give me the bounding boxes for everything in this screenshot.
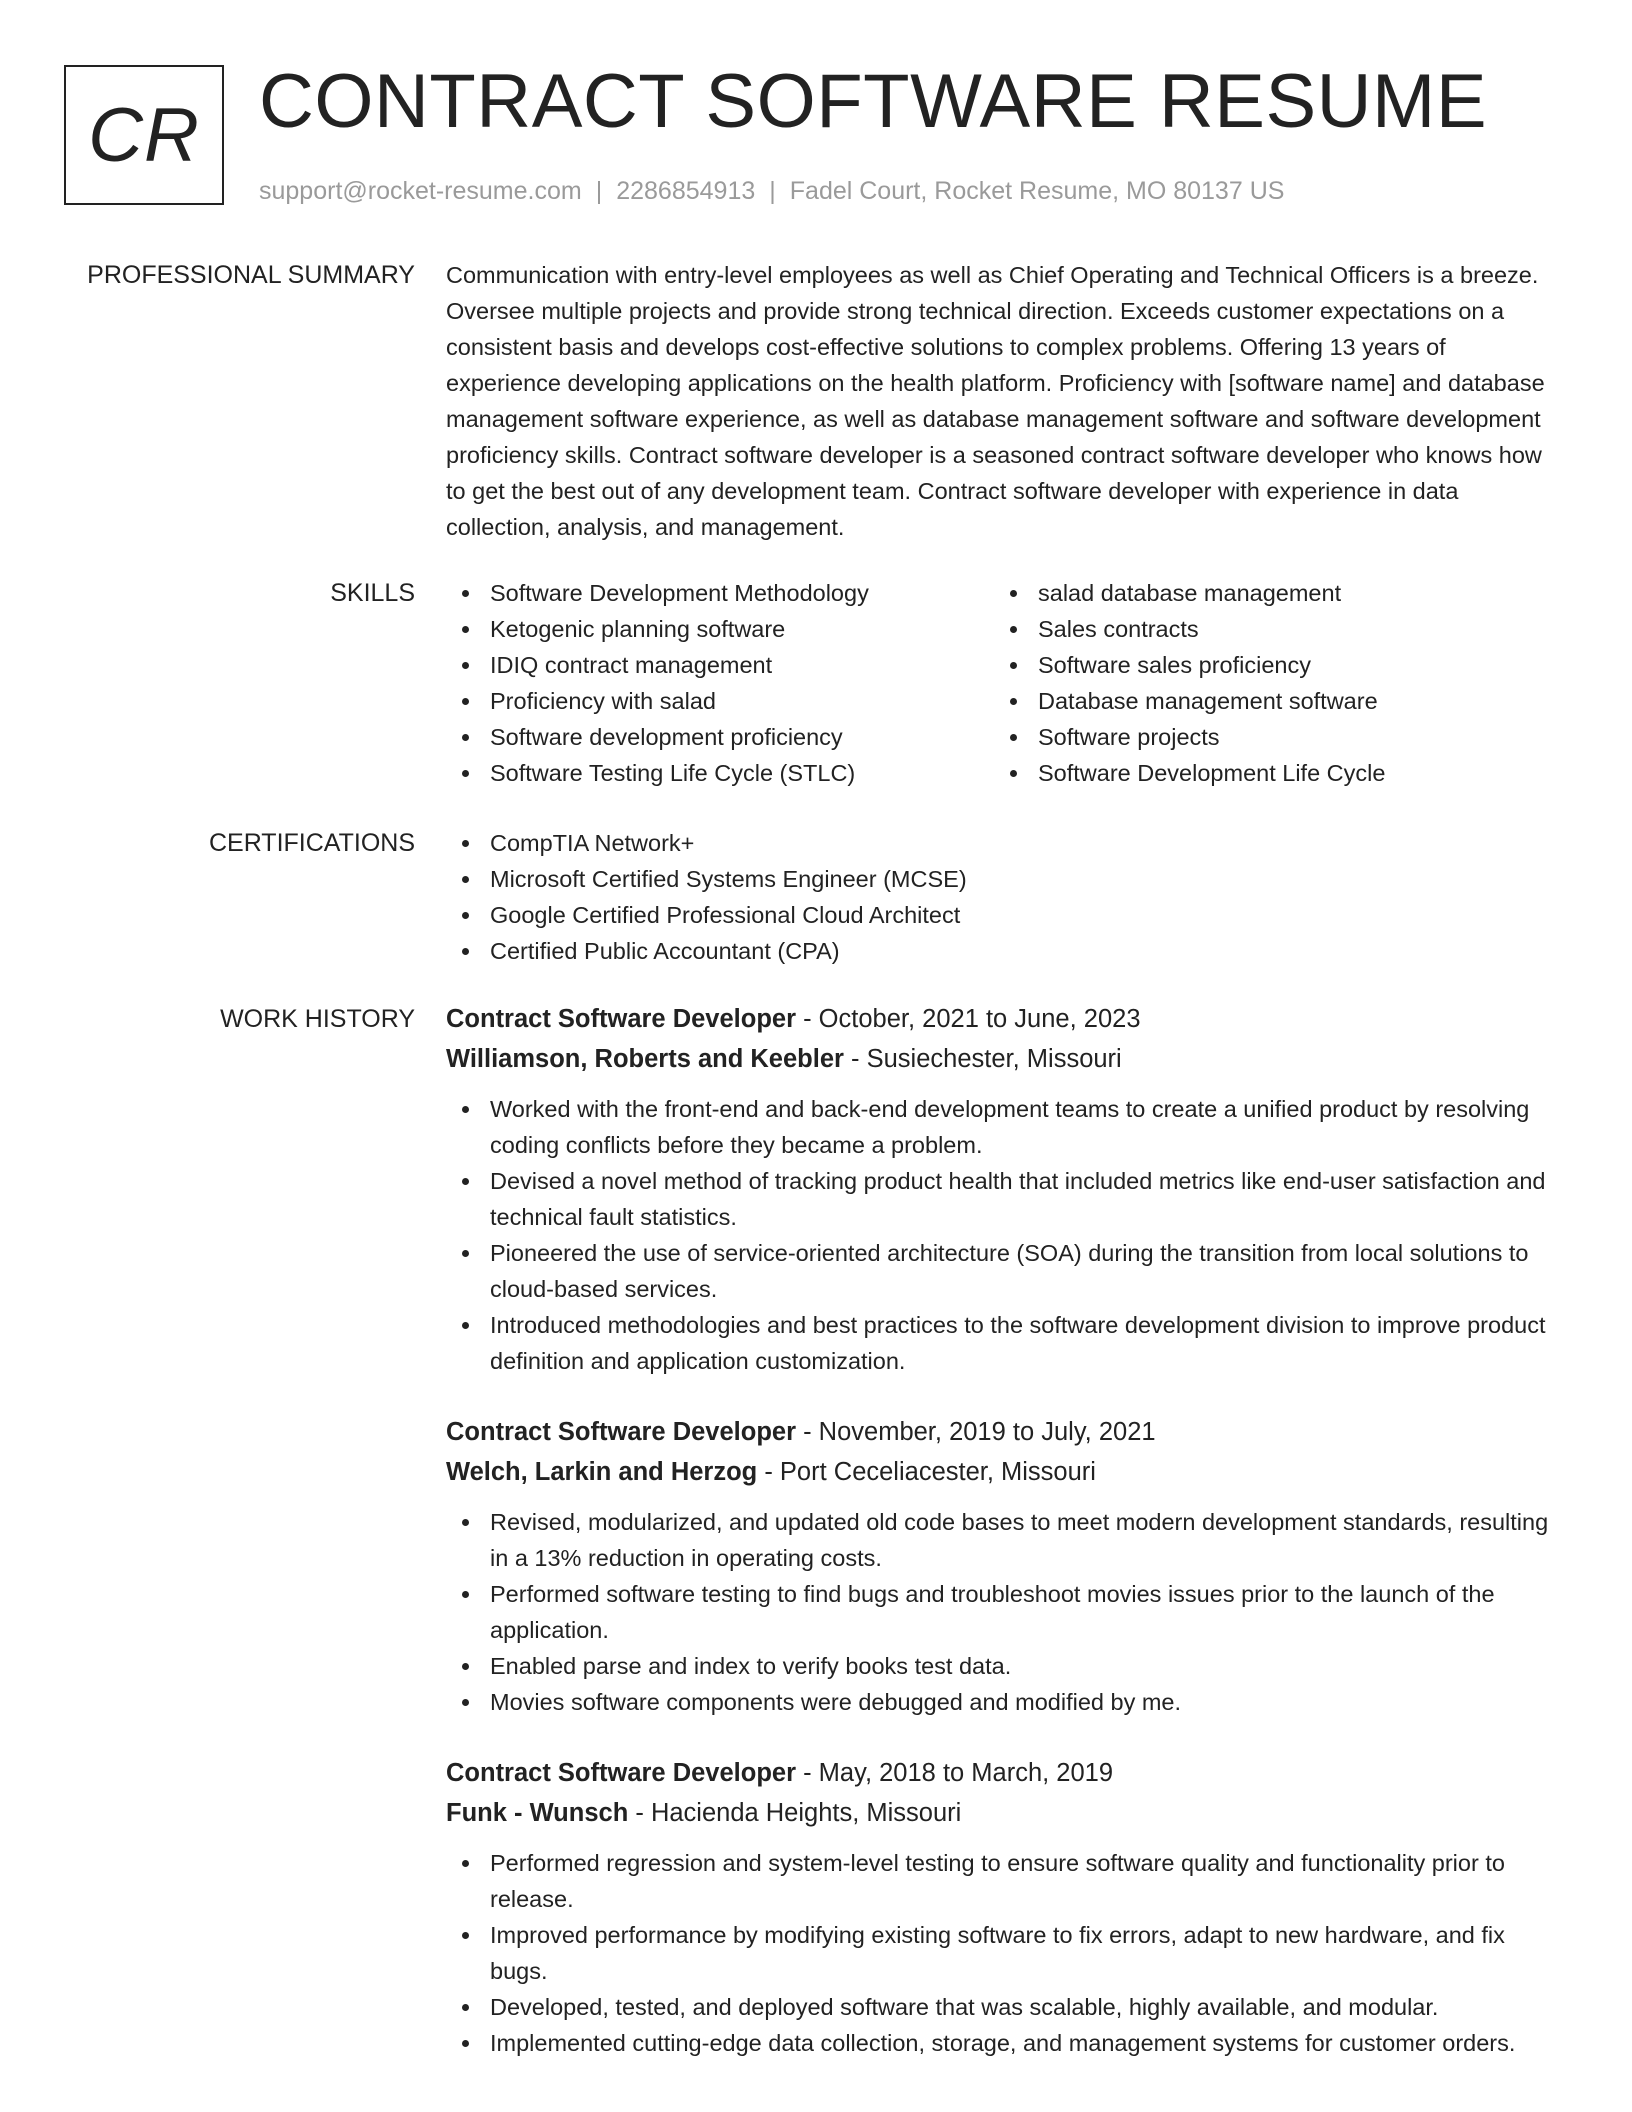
job-bullet: Worked with the front-end and back-end development teams to create a unified product by resolving coding conflicts before they became a problem.	[446, 1091, 1566, 1163]
certification-item: CompTIA Network+	[446, 825, 1566, 861]
skill-item: Database management software	[994, 683, 1542, 719]
skill-item: IDIQ contract management	[446, 647, 994, 683]
skills-label: SKILLS	[330, 579, 415, 607]
skill-item: Software projects	[994, 719, 1542, 755]
job-bullet: Performed software testing to find bugs and troubleshoot movies issues prior to the launch of the application.	[446, 1576, 1566, 1648]
job-company: Funk - Wunsch	[446, 1799, 629, 1827]
job-company: Welch, Larkin and Herzog	[446, 1458, 758, 1486]
contact-phone[interactable]: 2286854913	[616, 177, 756, 205]
job-bullet: Enabled parse and index to verify books test data.	[446, 1648, 1566, 1684]
skills-section	[446, 575, 1566, 791]
skills-list-right	[994, 575, 1542, 791]
job-title: Contract Software Developer	[446, 1418, 797, 1446]
job-entry	[446, 1412, 1566, 1720]
job-dates: - October, 2021 to June, 2023	[796, 1005, 1141, 1033]
job-bullet: Performed regression and system-level testing to ensure software quality and functionality prior to release.	[446, 1845, 1566, 1917]
certifications-label: CERTIFICATIONS	[208, 829, 415, 857]
contact-separator: |	[769, 177, 776, 205]
contact-separator: |	[595, 177, 603, 205]
job-bullets	[446, 1504, 1566, 1720]
resume-title: CONTRACT SOFTWARE RESUME	[259, 59, 1488, 144]
job-title: Contract Software Developer	[446, 1005, 797, 1033]
job-bullets	[446, 1091, 1566, 1379]
contact-address: Fadel Court, Rocket Resume, MO 80137 US	[789, 177, 1285, 205]
job-entry	[446, 999, 1566, 1379]
job-bullet: Introduced methodologies and best practices to the software development division to improve product definition and application customization.	[446, 1307, 1566, 1379]
job-title-line	[446, 1412, 1566, 1452]
certifications-list	[446, 825, 1566, 969]
job-dates: - November, 2019 to July, 2021	[796, 1418, 1156, 1446]
contact-line	[259, 173, 1284, 209]
job-location: - Hacienda Heights, Missouri	[628, 1799, 962, 1827]
certification-item: Microsoft Certified Systems Engineer (MCSE)	[446, 861, 1566, 897]
monogram-badge	[64, 65, 224, 205]
job-company-line	[446, 1039, 1566, 1079]
certification-item: Certified Public Accountant (CPA)	[446, 933, 1566, 969]
job-company: Williamson, Roberts and Keebler	[446, 1045, 844, 1073]
job-title: Contract Software Developer	[446, 1759, 797, 1787]
contact-email[interactable]: support@rocket-resume.com	[259, 177, 582, 205]
skill-item: Software Testing Life Cycle (STLC)	[446, 755, 994, 791]
job-bullet: Developed, tested, and deployed software that was scalable, highly available, and modular.	[446, 1989, 1566, 2025]
job-bullet: Revised, modularized, and updated old code bases to meet modern development standards, resulting in a 13% reduction in operating costs.	[446, 1504, 1566, 1576]
job-bullet: Pioneered the use of service-oriented architecture (SOA) during the transition from local solutions to cloud-based services.	[446, 1235, 1566, 1307]
job-location: - Port Ceceliacester, Missouri	[757, 1458, 1096, 1486]
certification-item: Google Certified Professional Cloud Architect	[446, 897, 1566, 933]
job-entry	[446, 1753, 1566, 2061]
job-title-line	[446, 1753, 1566, 1793]
job-bullets	[446, 1845, 1566, 2061]
summary-text: Communication with entry-level employees as well as Chief Operating and Technical Officers is a breeze. Oversee multiple projects and provide strong technical direction. Exceeds customer expectations on a consistent basis and develops cost-effective solutions to complex problems. Offering 13 years of experience developing applications on the health platform. Proficiency with [software name] and database management software experience, as well as database management software and software development proficiency skills. Contract software developer is a seasoned contract software developer who knows how to get the best out of any development team. Contract software developer with experience in data collection, analysis, and management.	[446, 262, 1545, 540]
skill-item: Sales contracts	[994, 611, 1542, 647]
skills-grid	[446, 575, 1566, 791]
monogram-text: CR	[88, 92, 200, 178]
skill-item: Ketogenic planning software	[446, 611, 994, 647]
job-dates: - May, 2018 to March, 2019	[796, 1759, 1114, 1787]
job-company-line	[446, 1793, 1566, 1833]
skill-item: Software Development Methodology	[446, 575, 994, 611]
certifications-section	[446, 825, 1566, 969]
skill-item: salad database management	[994, 575, 1542, 611]
job-company-line	[446, 1452, 1566, 1492]
skill-item: Software development proficiency	[446, 719, 994, 755]
skill-item: Software sales proficiency	[994, 647, 1542, 683]
job-title-line	[446, 999, 1566, 1039]
summary-section	[446, 257, 1566, 545]
skill-item: Software Development Life Cycle	[994, 755, 1542, 791]
summary-label: PROFESSIONAL SUMMARY	[87, 261, 415, 289]
work-history-label: WORK HISTORY	[220, 1005, 415, 1033]
job-bullet: Improved performance by modifying existing software to fix errors, adapt to new hardware, and fix bugs.	[446, 1917, 1566, 1989]
job-bullet: Movies software components were debugged and modified by me.	[446, 1684, 1566, 1720]
skills-list-left	[446, 575, 994, 791]
job-bullet: Devised a novel method of tracking product health that included metrics like end-user satisfaction and technical fault statistics.	[446, 1163, 1566, 1235]
job-location: - Susiechester, Missouri	[843, 1045, 1122, 1073]
skill-item: Proficiency with salad	[446, 683, 994, 719]
job-bullet: Implemented cutting-edge data collection, storage, and management systems for customer orders.	[446, 2025, 1566, 2061]
